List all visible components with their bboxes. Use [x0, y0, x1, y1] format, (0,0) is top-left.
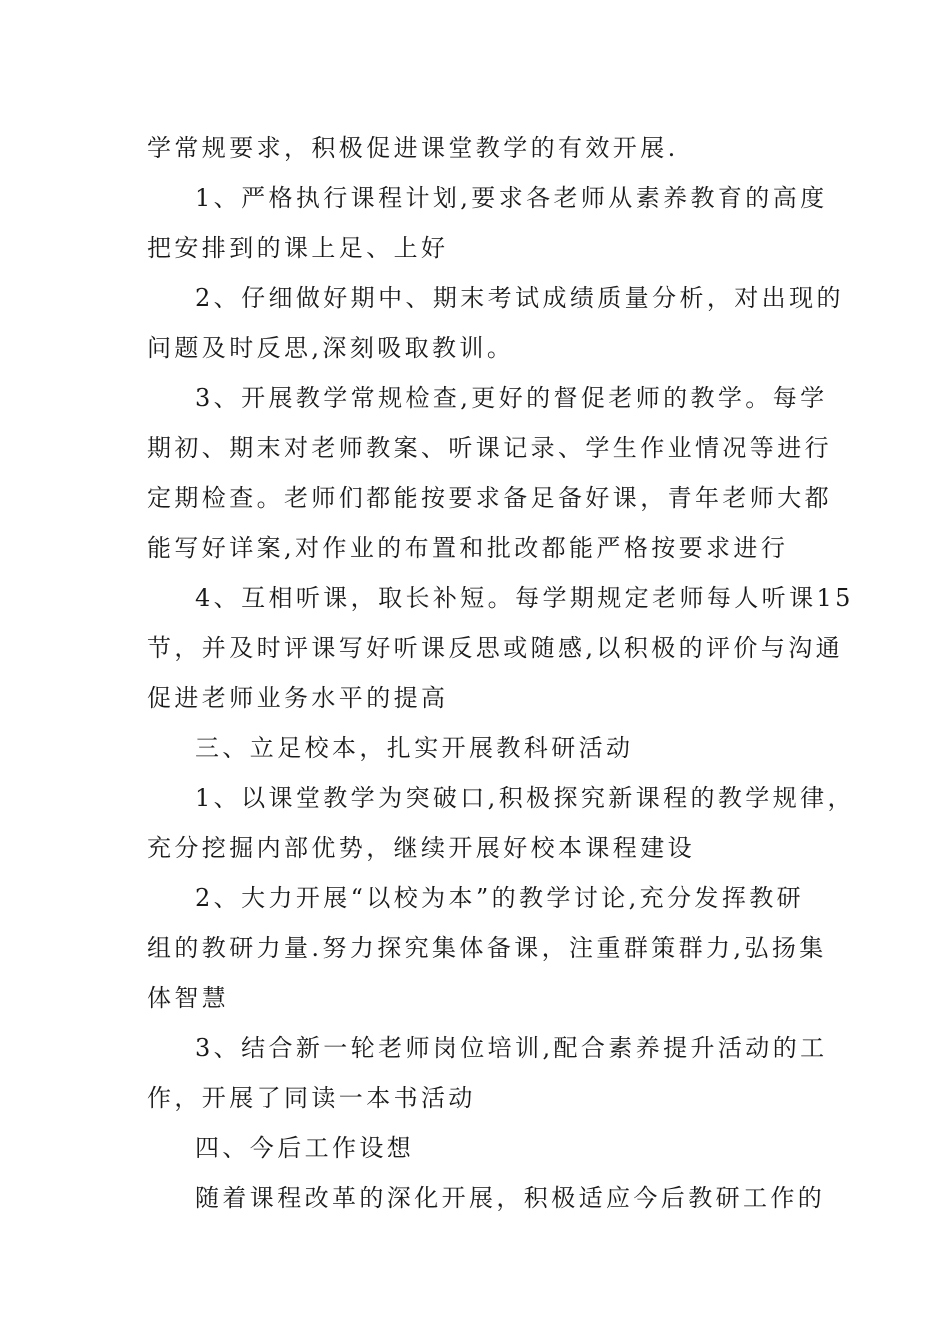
- text-line: 4、互相听课，取长补短。每学期规定老师每人听课15: [195, 584, 854, 612]
- text-line: 充分挖掘内部优势，继续开展好校本课程建设: [147, 834, 695, 862]
- text-line: 1、严格执行课程计划,要求各老师从素养教育的高度: [195, 184, 828, 212]
- text-line: 2、大力开展“以校为本”的教学讨论,充分发挥教研: [195, 884, 805, 912]
- section-heading: 四、今后工作设想: [195, 1134, 415, 1162]
- text-line: 促进老师业务水平的提高: [147, 684, 449, 712]
- text-line: 1、以课堂教学为突破口,积极探究新课程的教学规律，: [195, 784, 855, 812]
- text-line: 3、开展教学常规检查,更好的督促老师的教学。每学: [195, 384, 828, 412]
- text-line: 能写好详案,对作业的布置和批改都能严格按要求进行: [147, 534, 789, 562]
- text-line: 2、仔细做好期中、期末考试成绩质量分析，对出现的: [195, 284, 844, 312]
- text-line: 学常规要求，积极促进课堂教学的有效开展.: [147, 134, 679, 162]
- text-line: 3、结合新一轮老师岗位培训,配合素养提升活动的工: [195, 1034, 828, 1062]
- text-line: 定期检查。老师们都能按要求备足备好课，青年老师大都: [147, 484, 832, 512]
- section-heading: 三、立足校本，扎实开展教科研活动: [195, 734, 634, 762]
- text-line: 期初、期末对老师教案、听课记录、学生作业情况等进行: [147, 434, 832, 462]
- text-line: 体智慧: [147, 984, 230, 1012]
- text-line: 把安排到的课上足、上好: [147, 234, 449, 262]
- text-line: 作，开展了同读一本书活动: [147, 1084, 476, 1112]
- text-line: 组的教研力量.努力探究集体备课，注重群策群力,弘扬集: [147, 934, 827, 962]
- text-line: 节，并及时评课写好听课反思或随感,以积极的评价与沟通: [147, 634, 844, 662]
- text-line: 随着课程改革的深化开展，积极适应今后教研工作的: [195, 1184, 826, 1212]
- text-line: 问题及时反思,深刻吸取教训。: [147, 334, 515, 362]
